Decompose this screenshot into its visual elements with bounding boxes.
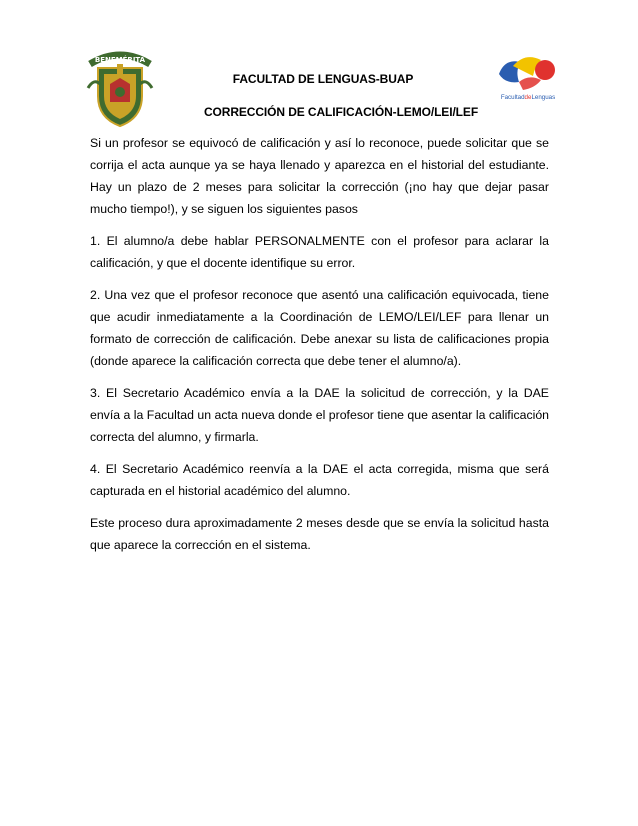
intro-paragraph: Si un profesor se equivocó de calificación y así lo reconoce, puede solicitar que se corrija el acta aunque ya se haya llenado y aparezca en el historial del estudiante. Hay un plazo de 2 meses para solicitar la corrección (¡no hay que dejar pasar mucho tiempo!), y se siguen los siguientes pasos <box>90 136 549 216</box>
closing-paragraph: Este proceso dura aproximadamente 2 meses desde que se envía la solicitud hasta que aparece la corrección en el sistema. <box>90 516 549 552</box>
document-body <box>90 132 549 556</box>
step-1-paragraph: 1. El alumno/a debe hablar PERSONALMENTE con el profesor para aclarar la calificación, y que el docente identifique su error. <box>90 234 549 270</box>
page-title: FACULTAD DE LENGUAS-BUAP <box>232 72 414 86</box>
seal-banner-text: BENEMÉRITA <box>94 56 146 64</box>
page-subtitle: CORRECCIÓN DE CALIFICACIÓN-LEMO/LEI/LEF <box>203 105 479 119</box>
step-2-paragraph: 2. Una vez que el profesor reconoce que asentó una calificación equivocada, tiene que acudir inmediatamente a la Coordinación de LEMO/LEI/LEF para llenar un formato de corrección de calificación. Debe anexar su lista de calificaciones propia (donde aparece la calificación correcta que debe tener el alumno/a). <box>90 288 549 368</box>
right-logo-text: FacultaddeLenguas <box>500 94 556 101</box>
step-4-paragraph: 4. El Secretario Académico reenvía a la DAE el acta corregida, misma que será capturada en el historial académico del alumno. <box>90 462 549 498</box>
step-3-paragraph: 3. El Secretario Académico envía a la DAE la solicitud de corrección, y la DAE envía a la Facultad un acta nueva donde el profesor tiene que asentar la calificación correcta del alumno, y firmarla. <box>90 386 549 444</box>
